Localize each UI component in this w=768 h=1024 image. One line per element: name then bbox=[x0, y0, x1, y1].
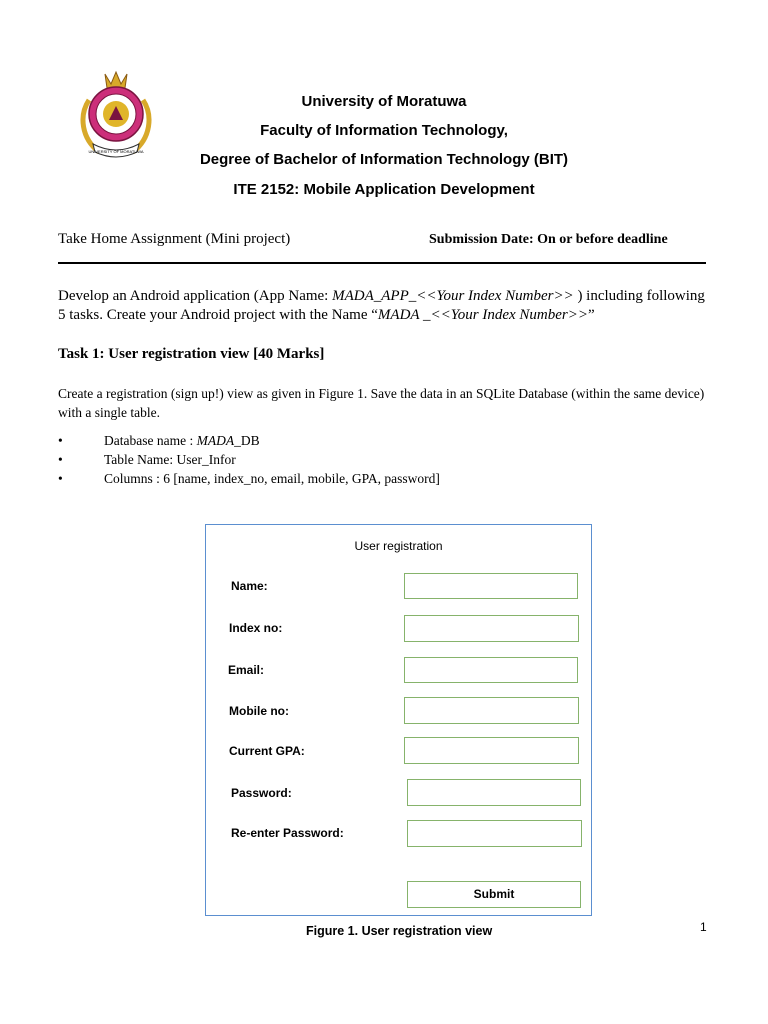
task-description: Create a registration (sign up!) view as given in Figure 1. Save the data in an SQLite Database (within the same device) with a single table. bbox=[58, 386, 705, 420]
submission-date: Submission Date: On or before deadline bbox=[429, 232, 668, 247]
repassword-field[interactable] bbox=[407, 820, 582, 847]
figure-caption: Figure 1. User registration view bbox=[306, 924, 493, 938]
header-divider bbox=[58, 262, 706, 264]
form-title: User registration bbox=[354, 539, 443, 553]
index-label: Index no: bbox=[229, 621, 283, 635]
bullet-icon: • bbox=[58, 452, 63, 467]
page-number: 1 bbox=[700, 920, 707, 934]
submit-button[interactable]: Submit bbox=[407, 881, 581, 908]
name-field[interactable] bbox=[404, 573, 578, 599]
bullet-icon: • bbox=[58, 471, 63, 486]
assignment-type: Take Home Assignment (Mini project) bbox=[58, 231, 291, 247]
bullet-icon: • bbox=[58, 433, 63, 448]
mobile-field[interactable] bbox=[404, 697, 579, 724]
task-title: Task 1: User registration view [40 Marks] bbox=[58, 346, 325, 362]
password-field[interactable] bbox=[407, 779, 581, 806]
faculty-name: Faculty of Information Technology, bbox=[260, 122, 508, 139]
gpa-field[interactable] bbox=[404, 737, 579, 764]
registration-form-figure bbox=[205, 524, 592, 916]
gpa-label: Current GPA: bbox=[229, 744, 305, 758]
email-field[interactable] bbox=[404, 657, 578, 683]
intro-paragraph: Develop an Android application (App Name: MADA_APP_<<Your Index Number>> ) including following 5 tasks. Create your Android project with the Name “MADA _<<Your Index Number>>” bbox=[58, 288, 705, 323]
university-name: University of Moratuwa bbox=[301, 93, 467, 110]
mobile-label: Mobile no: bbox=[229, 704, 289, 718]
degree-name: Degree of Bachelor of Information Technology (BIT) bbox=[199, 151, 569, 168]
logo-banner-text: UNIVERSITY OF MORATUWA bbox=[88, 149, 144, 154]
university-logo bbox=[75, 70, 157, 162]
index-field[interactable] bbox=[404, 615, 579, 642]
name-label: Name: bbox=[231, 579, 268, 593]
course-title: ITE 2152: Mobile Application Development bbox=[233, 181, 535, 198]
password-label: Password: bbox=[231, 786, 292, 800]
email-label: Email: bbox=[228, 663, 265, 677]
repassword-label: Re-enter Password: bbox=[231, 826, 344, 840]
